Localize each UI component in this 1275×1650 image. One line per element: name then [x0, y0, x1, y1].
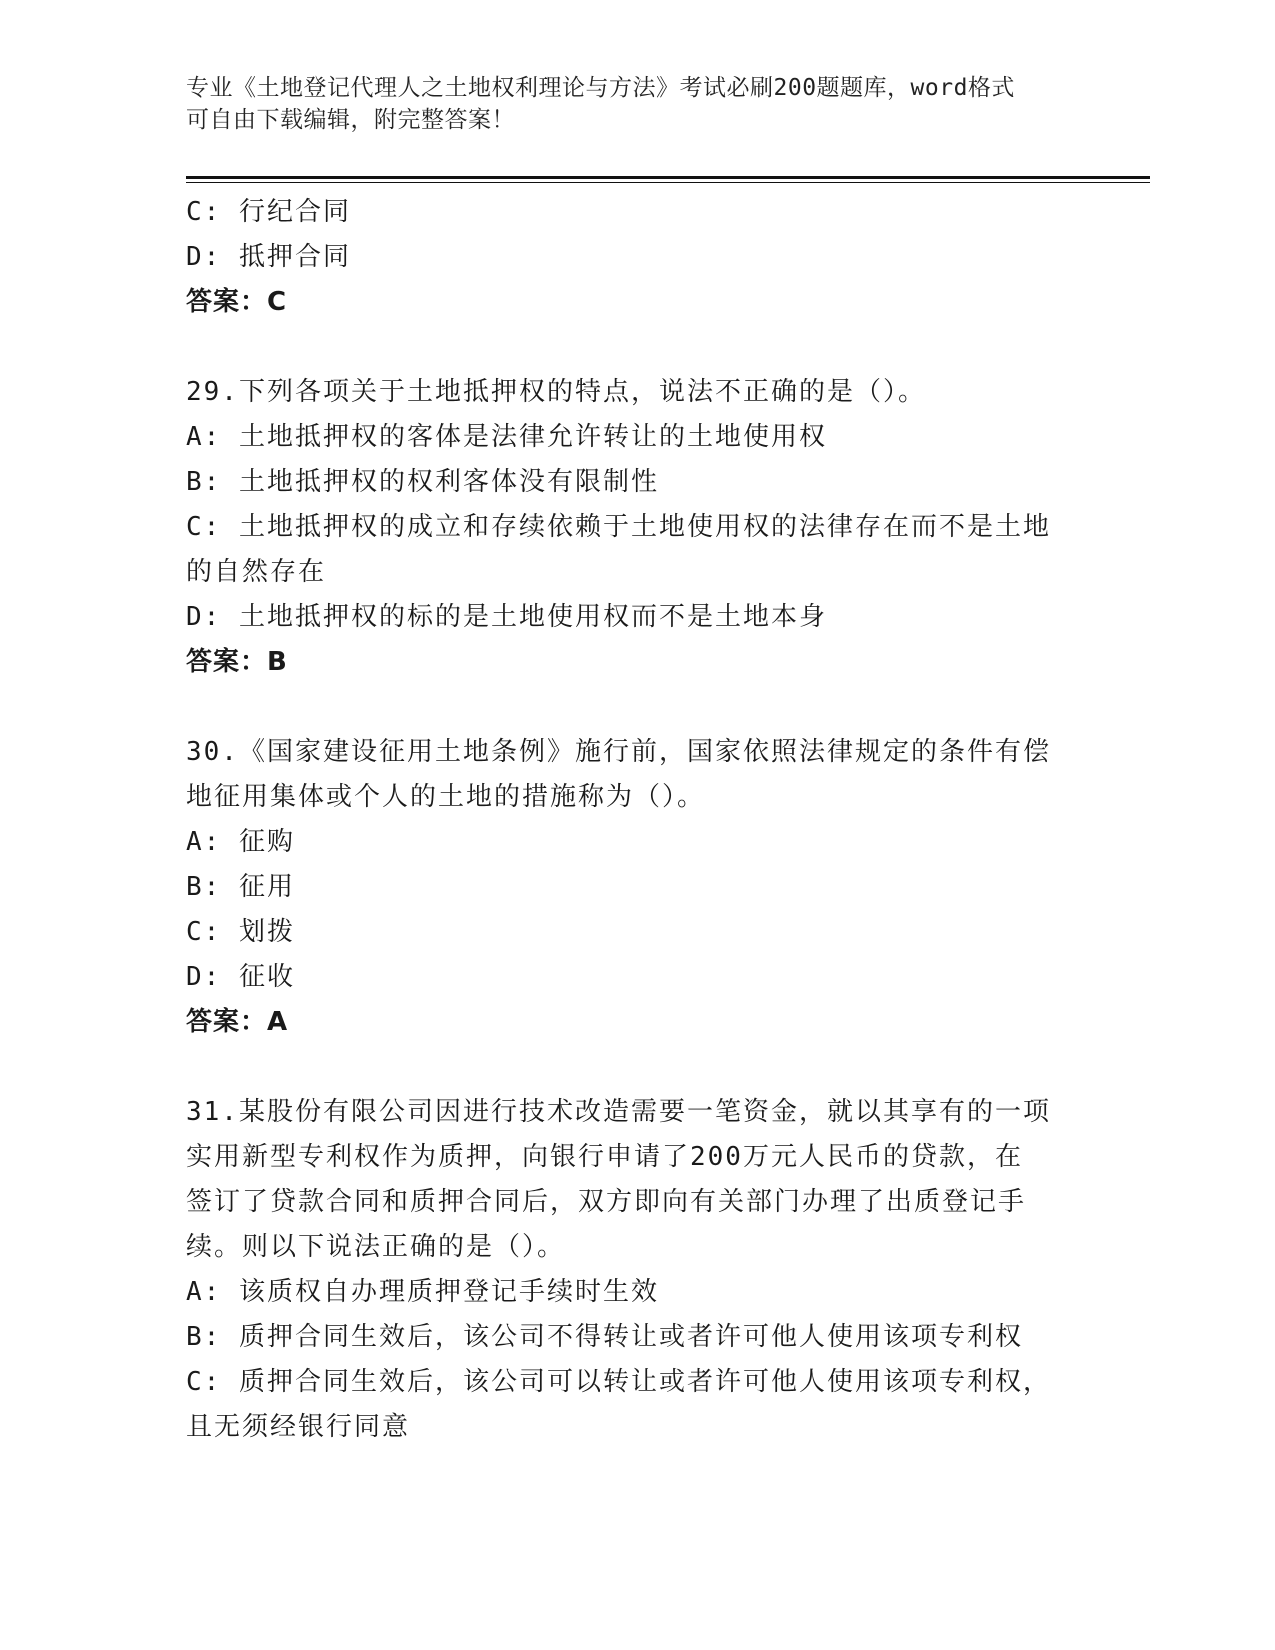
q29-option-a: A: 土地抵押权的客体是法律允许转让的土地使用权: [186, 422, 827, 452]
q30-option-c: C: 划拨: [186, 917, 295, 947]
q31-stem-line-4: 续。则以下说法正确的是（）。: [186, 1232, 566, 1262]
q31-stem-line-1: 31.某股份有限公司因进行技术改造需要一笔资金，就以其享有的一项: [186, 1097, 1051, 1127]
question-content: [186, 190, 1066, 1450]
q30-option-d: D: 征收: [186, 962, 295, 992]
header-divider-thin: [186, 182, 1150, 183]
q31-option-b: B: 质押合同生效后，该公司不得转让或者许可他人使用该项专利权: [186, 1322, 1023, 1352]
q30-stem-line-2: 地征用集体或个人的土地的措施称为（）。: [186, 782, 706, 812]
q31-option-c-line-1: C: 质押合同生效后，该公司可以转让或者许可他人使用该项专利权，: [186, 1367, 1051, 1397]
q30-stem-line-1: 30.《国家建设征用土地条例》施行前，国家依照法律规定的条件有偿: [186, 737, 1051, 767]
q30-option-a: A: 征购: [186, 827, 295, 857]
spacer: [186, 685, 1066, 730]
q31-stem-line-2: 实用新型专利权作为质押，向银行申请了200万元人民币的贷款，在: [186, 1142, 1023, 1172]
spacer: [186, 325, 1066, 370]
header-title-line-1: 专业《土地登记代理人之土地权利理论与方法》考试必刷200题题库，word格式: [186, 75, 1015, 101]
q30-option-b: B: 征用: [186, 872, 295, 902]
header-divider-thick: [186, 176, 1150, 179]
q30-answer: 答案：A: [186, 1007, 289, 1037]
q29-option-d: D: 土地抵押权的标的是土地使用权而不是土地本身: [186, 602, 827, 632]
q29-stem: 29.下列各项关于土地抵押权的特点，说法不正确的是（）。: [186, 377, 926, 407]
q29-option-b: B: 土地抵押权的权利客体没有限制性: [186, 467, 659, 497]
spacer: [186, 1045, 1066, 1090]
q29-option-c-line-2: 的自然存在: [186, 557, 327, 587]
q31-stem-line-3: 签订了贷款合同和质押合同后，双方即向有关部门办理了出质登记手: [186, 1187, 1027, 1217]
q31-option-c-line-2: 且无须经银行同意: [186, 1412, 411, 1442]
document-header: [186, 72, 1066, 136]
header-title-line-2: 可自由下载编辑，附完整答案！: [186, 107, 515, 133]
q28-answer: 答案：C: [186, 287, 288, 317]
q31-option-a: A: 该质权自办理质押登记手续时生效: [186, 1277, 659, 1307]
q28-option-c: C: 行纪合同: [186, 197, 351, 227]
q29-option-c-line-1: C: 土地抵押权的成立和存续依赖于土地使用权的法律存在而不是土地: [186, 512, 1051, 542]
q29-answer: 答案：B: [186, 647, 288, 677]
q28-option-d: D: 抵押合同: [186, 242, 351, 272]
